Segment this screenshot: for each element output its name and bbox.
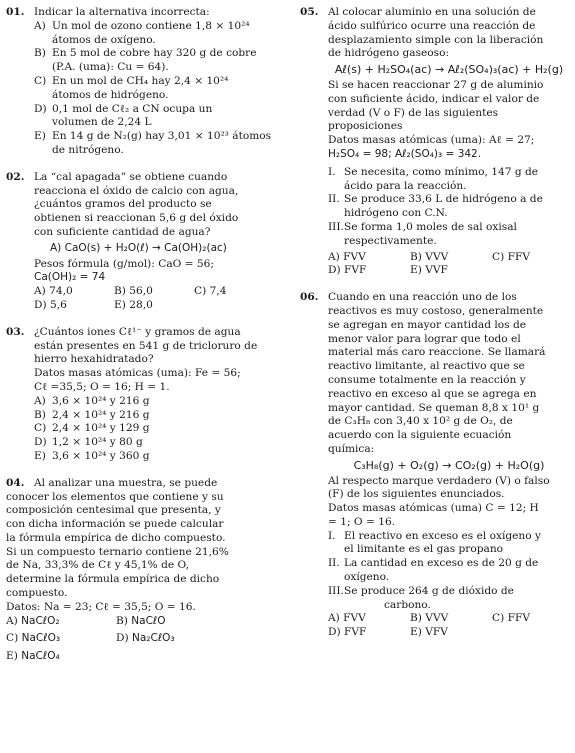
proposition-label: II. [328, 557, 340, 570]
proposition-label: I. [328, 529, 336, 542]
proposition-text [344, 166, 570, 194]
body-line: acuerdo con la siguiente ecuación [328, 429, 512, 442]
option-label: D) [34, 102, 47, 115]
body-line: reactivos es muy costoso, generalmente [328, 304, 544, 317]
option-label: A) [6, 614, 18, 627]
body-line: con dicha información se puede calcular [6, 518, 224, 531]
option-line: En un mol de CH₄ hay 2,4 × 10²⁴ [52, 74, 229, 87]
body-line: con suficiente cantidad de agua? [34, 225, 211, 238]
option-e [6, 650, 60, 664]
question-number: 01. [6, 6, 25, 18]
option-c [492, 612, 530, 626]
right-column [300, 6, 570, 653]
option-a [34, 395, 282, 409]
data-line: Pesos fórmula (g/mol): CaO = 56; [34, 257, 214, 270]
option-b [34, 409, 282, 423]
option-d [34, 299, 114, 313]
body-line: menor valor para lograr que todo el [328, 332, 521, 345]
option-label: E) [410, 264, 422, 277]
body-line: están presentes en 541 g de tricloruro de [34, 339, 258, 352]
option-text: NaCℓO [131, 614, 166, 627]
data-line: Datos masas atómicas (uma): Aℓ = 27; [328, 134, 535, 147]
option-label: A) [34, 19, 46, 32]
body-line: Datos: Na = 23; Cℓ = 35,5; O = 16. [6, 600, 196, 613]
option-line: átomos de hidrógeno. [52, 88, 169, 101]
option-label: B) [410, 250, 422, 263]
question-01 [6, 6, 282, 158]
options-row [328, 612, 570, 626]
body-line: obtienen si reaccionan 5,6 g del óxido [34, 212, 239, 225]
question-text: Al analizar una muestra, se puede [34, 476, 218, 489]
option-text [52, 103, 282, 131]
option-label: A) [328, 250, 340, 263]
option-text: NaCℓO₃ [21, 632, 61, 645]
question-stem [6, 171, 282, 185]
proposition-line: respectivamente. [344, 234, 437, 247]
option-c [34, 75, 282, 103]
option-line: (P.A. (uma): Cu = 64). [52, 61, 169, 74]
option-label: A) [328, 612, 340, 625]
option-text: 74,0 [49, 285, 73, 298]
proposition-line: Se necesita, como mínimo, 147 g de [344, 165, 539, 178]
proposition-text [344, 530, 570, 558]
question-number: 04. [6, 476, 25, 489]
question-06 [300, 291, 570, 640]
option-label: A) [34, 285, 46, 298]
option-text: FVV [343, 612, 366, 625]
proposition-text [344, 557, 570, 585]
option-d [328, 626, 410, 640]
body-line: se agregan en mayor cantidad los de [328, 318, 526, 331]
question-02 [6, 171, 282, 313]
question-number: 05. [300, 6, 319, 18]
question-03 [6, 326, 282, 464]
question-text: La “cal apagada” se obtiene cuando [34, 170, 228, 183]
options-row [328, 626, 570, 640]
question-number: 02. [6, 170, 25, 183]
option-c [492, 251, 530, 265]
option-b [410, 612, 492, 626]
option-text [52, 75, 282, 103]
options-row [6, 650, 282, 664]
options-row [328, 251, 570, 265]
chemical-equation: C₃H₈(g) + O₂(g) → CO₂(g) + H₂O(g) [353, 458, 545, 472]
proposition-text [344, 585, 570, 613]
body-line: conocer los elementos que contiene y su [6, 490, 224, 503]
body-line: Cℓ =35,5; O = 16; H = 1. [34, 380, 170, 393]
body-line: reactivo en exceso al que se agrega en [328, 387, 537, 400]
option-label: C) [194, 285, 207, 298]
option-label: E) [34, 449, 46, 462]
data-line: = 1; O = 16. [328, 515, 396, 528]
body-line: de C₃H₈ con 3,40 x 10² g de O₂, de [328, 415, 513, 428]
question-stem [300, 6, 570, 20]
option-a [6, 615, 116, 629]
question-stem [6, 326, 282, 340]
option-label: E) [34, 130, 46, 143]
option-text: 2,4 × 10²⁴ y 129 g [52, 422, 150, 435]
proposition-line: La cantidad en exceso es de 20 g de [344, 557, 539, 570]
proposition-line: hidrógeno con C.N. [344, 207, 448, 220]
proposition-iii [328, 585, 570, 613]
body-line: verdad (V o F) de las siguientes [328, 106, 499, 119]
proposition-text [344, 193, 570, 221]
question-number: 06. [300, 291, 319, 304]
option-text: FVV [343, 250, 366, 263]
question-body [300, 305, 570, 640]
question-body [6, 491, 282, 665]
options-row [34, 285, 282, 299]
proposition-line: Se forma 1,0 moles de sal oxisal [344, 220, 517, 233]
body-line: reactivo limitante, al reactivo que se [328, 360, 525, 373]
option-text: 56,0 [129, 285, 153, 298]
body-line: material más caro reaccione. Se llamará [328, 346, 546, 359]
option-label: A) [34, 394, 46, 407]
body-line: composición centesimal que presenta, y [6, 504, 221, 517]
question-stem [6, 477, 282, 491]
option-text: 7,4 [209, 285, 227, 298]
body-line: consume totalmente en la reacción y [328, 373, 526, 386]
question-text: Al colocar aluminio en una solución de [328, 6, 536, 18]
option-d [34, 436, 282, 450]
body-line: hierro hexahidratado? [34, 353, 154, 366]
question-body [6, 185, 282, 313]
options-row [6, 615, 282, 629]
body-line: Al respecto marque verdadero (V) o falso [328, 474, 550, 487]
option-text: FVF [344, 264, 367, 277]
option-text: VVV [425, 250, 449, 263]
option-text [52, 20, 282, 48]
option-text: 2,4 × 10²⁴ y 216 g [52, 408, 150, 421]
proposition-label: I. [328, 165, 336, 178]
proposition-label: II. [328, 193, 340, 206]
option-text: NaCℓO₂ [21, 614, 60, 627]
option-label: C) [492, 250, 505, 263]
proposition-ii [328, 557, 570, 585]
option-label: C) [492, 612, 505, 625]
option-label: B) [114, 285, 126, 298]
option-text [52, 130, 282, 158]
option-d [34, 103, 282, 131]
option-text: 3,6 × 10²⁴ y 360 g [52, 449, 150, 462]
option-label: E) [6, 650, 18, 663]
option-text: FFV [507, 250, 530, 263]
option-line: 0,1 mol de Cℓ₂ a CN ocupa un [52, 102, 213, 115]
body-line: mayor cantidad. Se queman 8,8 x 10¹ g [328, 401, 540, 414]
option-c [194, 285, 226, 299]
body-line: proposiciones [328, 120, 403, 133]
option-label: C) [34, 422, 47, 435]
option-text: VVV [425, 612, 449, 625]
body-line: química: [328, 442, 375, 455]
option-b [34, 47, 282, 75]
body-line: desplazamiento simple con la liberación [328, 33, 544, 46]
question-05 [300, 6, 570, 278]
option-label: B) [116, 614, 128, 627]
body-line: de Na, 33,3% de Cℓ y 45,1% de O, [6, 559, 189, 572]
data-line: Datos masas atómicas (uma) C = 12; H [328, 502, 539, 515]
option-label: D) [328, 264, 341, 277]
data-line: H₂SO₄ = 98; Aℓ₂(SO₄)₃ = 342. [328, 147, 482, 160]
option-line: En 14 g de N₂(g) hay 3,01 × 10²³ átomos [52, 130, 272, 143]
option-label: B) [34, 47, 46, 60]
option-line: de nitrógeno. [52, 143, 124, 156]
body-line: reacciona el óxido de calcio con agua, [34, 184, 239, 197]
option-e [410, 264, 492, 278]
proposition-label: III. [328, 220, 344, 233]
question-stem [300, 291, 570, 305]
body-line: Si se hacen reaccionar 27 g de aluminio [328, 78, 544, 91]
proposition-line: oxígeno. [344, 571, 390, 584]
proposition-line: El reactivo en exceso es el oxígeno y [344, 529, 541, 542]
option-label: D) [34, 436, 47, 449]
option-label: B) [410, 612, 422, 625]
body-line: con suficiente ácido, indicar el valor de [328, 92, 540, 105]
question-text: ¿Cuántos iones Cℓ¹⁻ y gramos de agua [34, 325, 241, 338]
option-text: VVF [425, 264, 448, 277]
data-line: Ca(OH)₂ = 74 [34, 271, 106, 284]
option-d [116, 632, 175, 646]
body-line: la fórmula empírica de dicho compuesto. [6, 531, 226, 544]
option-a [34, 20, 282, 48]
question-stem [6, 6, 282, 20]
option-line: volumen de 2,24 L [52, 116, 152, 129]
option-text: 28,0 [129, 298, 153, 311]
option-label: C) [34, 74, 47, 87]
proposition-ii [328, 193, 570, 221]
option-text [52, 47, 282, 75]
chemical-equation: A) CaO(s) + H₂O(ℓ) → Ca(OH)₂(ac) [50, 241, 227, 254]
option-e [410, 626, 492, 640]
option-b [116, 615, 166, 629]
option-b [114, 285, 194, 299]
option-c [34, 422, 282, 436]
body-line: de hidrógeno gaseoso: [328, 47, 450, 60]
body-line: ácido sulfúrico ocurre una reacción de [328, 19, 536, 32]
option-text: Na₂CℓO₃ [132, 632, 175, 645]
proposition-line: ácido para la reacción. [344, 179, 467, 192]
options-row [34, 299, 282, 313]
proposition-iii [328, 221, 570, 249]
option-label: D) [34, 298, 47, 311]
body-line: (F) de los siguientes enunciados. [328, 488, 505, 501]
body-line: compuesto. [6, 587, 68, 600]
option-c [6, 632, 116, 646]
proposition-text [344, 221, 570, 249]
question-text: Indicar la alternativa incorrecta: [34, 6, 210, 18]
option-line: En 5 mol de cobre hay 320 g de cobre [52, 47, 257, 60]
option-e [34, 450, 282, 464]
proposition-i [328, 166, 570, 194]
option-a [328, 251, 410, 265]
option-text: 5,6 [50, 298, 67, 311]
options-row [6, 632, 282, 646]
option-d [328, 264, 410, 278]
option-line: Un mol de ozono contiene 1,8 × 10²⁴ [52, 19, 250, 32]
body-line: Datos masas atómicas (uma): Fe = 56; [34, 367, 241, 380]
option-label: E) [114, 298, 126, 311]
question-body [6, 340, 282, 464]
proposition-label: III. [328, 584, 344, 597]
option-a [34, 285, 114, 299]
proposition-line: el limitante es el gas propano [344, 543, 504, 556]
option-e [114, 299, 194, 313]
option-a [328, 612, 410, 626]
chemical-equation: Aℓ(s) + H₂SO₄(ac) → Aℓ₂(SO₄)₃(ac) + H₂(g) [334, 63, 564, 77]
question-04 [6, 477, 282, 664]
proposition-i [328, 530, 570, 558]
option-label: D) [328, 626, 341, 639]
body-line: determine la fórmula empírica de dicho [6, 573, 220, 586]
question-number: 03. [6, 325, 25, 338]
option-label: C) [6, 632, 19, 645]
question-body [300, 20, 570, 278]
option-text: 1,2 × 10²⁴ y 80 g [52, 436, 143, 449]
left-column [6, 6, 282, 677]
proposition-line: Se produce 33,6 L de hidrógeno a de [344, 193, 543, 206]
body-line: Si un compuesto ternario contiene 21,6% [6, 545, 229, 558]
question-text: Cuando en una reacción uno de los [328, 291, 517, 304]
option-b [410, 251, 492, 265]
option-text: FVF [344, 626, 367, 639]
options [6, 20, 282, 158]
option-e [34, 130, 282, 158]
option-text: FFV [507, 612, 530, 625]
option-label: B) [34, 408, 46, 421]
option-label: D) [116, 632, 129, 645]
option-label: E) [410, 626, 422, 639]
proposition-line: Se produce 264 g de dióxido de [344, 584, 514, 597]
option-text: 3,6 × 10²⁴ y 216 g [52, 394, 150, 407]
options-row [328, 264, 570, 278]
option-text: NaCℓO₄ [21, 650, 60, 663]
option-text: VFV [425, 626, 448, 639]
proposition-line: carbono. [384, 598, 431, 611]
option-line: átomos de oxígeno. [52, 33, 156, 46]
body-line: ¿cuántos gramos del producto se [34, 198, 212, 211]
